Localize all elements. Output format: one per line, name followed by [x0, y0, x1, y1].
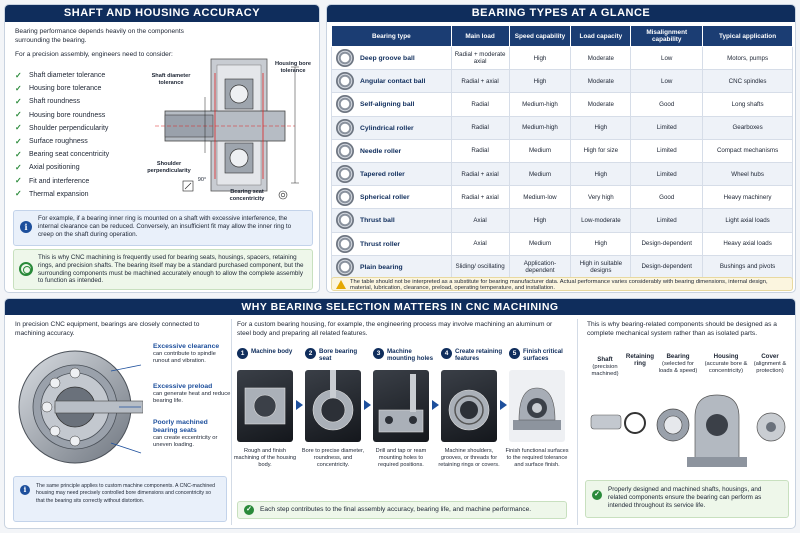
finished-housing-image: [509, 370, 565, 442]
column-divider: [231, 319, 232, 525]
list-item: ✓ Shaft diameter tolerance: [15, 70, 106, 80]
groove-icon: [441, 370, 497, 442]
step-title: Machine mounting holes: [387, 348, 434, 362]
bore-icon: [305, 370, 361, 442]
check-circle-icon: ✓: [592, 490, 602, 500]
process-intro: For a custom bearing housing, for example, the engineering process may involve machining an aluminum or steel body and preparing all related features.: [237, 321, 553, 337]
process-step: 4 Create retaining features Machine shoulders, grooves, or threads for retaining rings or covers.: [438, 348, 503, 468]
bearing-types-panel: [326, 4, 796, 293]
part-label-shaft: Shaft (precision machined): [591, 356, 619, 377]
column-header: Load capacity: [571, 26, 631, 47]
part-label-ring: Retaining ring: [625, 353, 655, 367]
disclaimer-note: The table should not be interpreted as a substitute for bearing manufacturer data. Actual performance varies considerably with bearing dimensions, internal design, material, lubrication, clearance, preload, operating temperature, and installation.: [331, 277, 793, 291]
arrow-right-icon: [432, 400, 439, 410]
table-row: Thrust ball Axial High Low-moderate Limited Light axial loads: [332, 209, 793, 232]
shaft-housing-panel: [4, 4, 320, 293]
shaft-housing-diagram: [145, 53, 317, 205]
table-row: Plain bearing Sliding/ oscillating Application-dependent High in suitable designs Design-dependent Bushings and pivots: [332, 255, 793, 278]
shaft-intro: Bearing performance depends heavily on the components surrounding the bearing.: [15, 28, 184, 44]
part-label-housing: Housing (accurate bore & concentricity): [704, 353, 748, 374]
bearing-types-title: BEARING TYPES AT A GLANCE: [327, 5, 795, 22]
column-header: Main load: [451, 26, 509, 47]
system-intro: This is why bearing-related components should be designed as a complete mechanical system rather than as isolated parts.: [587, 321, 777, 337]
column-header: Misalignment capability: [631, 26, 703, 47]
process-step: 5 Finish critical surfaces Finish functional surfaces to the required tolerance and surface finish.: [509, 348, 571, 366]
shaft-housing-title: SHAFT AND HOUSING ACCURACY: [5, 5, 319, 22]
system-summary: ✓ Properly designed and machined shafts, housings, and related components ensure the bearing can perform as intended throughout its service life.: [585, 480, 789, 518]
bearing-icon: [336, 49, 354, 67]
column-divider: [577, 319, 578, 525]
arrow-right-icon: [500, 400, 507, 410]
process-step: 2 Bore bearing seat Bore to precise diameter, roundness, and concentricity.: [305, 348, 367, 366]
check-icon: ✓: [15, 83, 22, 93]
warning-icon: [336, 280, 346, 289]
part-label-cover: Cover (alignment & protection): [753, 353, 787, 374]
callout-preload: Excessive preload can generate heat and reduce bearing life.: [153, 383, 231, 404]
check-icon: ✓: [15, 96, 22, 106]
angle-label: 90°: [197, 177, 207, 183]
table-row: Needle roller Radial Medium High for size Limited Compact mechanisms: [332, 139, 793, 162]
bearing-icon: [336, 188, 354, 206]
column-header: Bearing type: [332, 26, 452, 47]
table-row: Angular contact ball Radial + axial High Moderate Low CNC spindles: [332, 70, 793, 93]
list-item: ✓ Surface roughness: [15, 136, 88, 146]
part-label-bearing: Bearing (selected for loads & speed): [658, 353, 698, 374]
list-item: ✓ Housing bore tolerance: [15, 83, 102, 93]
custom-components-note: i The same principle applies to custom machine components. A CNC-machined housing may need precisely controlled bore dimensions and concentricity so that the bearing sits correctly without distortion.: [13, 476, 227, 522]
bearing-icon: [336, 211, 354, 229]
list-item: ✓ Shoulder perpendicularity: [15, 123, 109, 133]
table-row: Cylindrical roller Radial Medium-high High Limited Gearboxes: [332, 116, 793, 139]
list-item: ✓ Fit and interference: [15, 176, 90, 186]
bearing-icon: [336, 142, 354, 160]
cnc-panel: [4, 298, 796, 529]
process-summary: ✓ Each step contributes to the final assembly accuracy, bearing life, and machine performance.: [237, 501, 567, 519]
step-title: Machine body: [251, 348, 293, 355]
bearing-icon: [336, 95, 354, 113]
table-row: Thrust roller Axial Medium High Design-dependent Heavy axial loads: [332, 232, 793, 255]
check-icon: ✓: [15, 136, 22, 146]
step-title: Finish critical surfaces: [523, 348, 563, 362]
shoulder-label: Shoulder perpendicularity: [147, 161, 191, 174]
bearing-icon: [336, 235, 354, 253]
check-icon: ✓: [15, 149, 22, 159]
seat-concentricity-label: Bearing seat concentricity: [229, 189, 265, 202]
housing-bore-label: Housing bore tolerance: [274, 61, 312, 74]
cnc-title: WHY BEARING SELECTION MATTERS IN CNC MACHINING: [5, 299, 795, 315]
check-icon: ✓: [15, 123, 22, 133]
bearing-types-table: [331, 25, 793, 279]
bore-seat-image: [305, 370, 361, 442]
shaft-intro2: For a precision assembly, engineers need to consider:: [15, 51, 173, 58]
callout-clearance: Excessive clearance can contribute to spindle runout and vibration.: [153, 343, 220, 364]
table-row: Tapered roller Radial + axial Medium High Limited Wheel hubs: [332, 162, 793, 185]
check-icon: ✓: [15, 70, 22, 80]
check-icon: ✓: [15, 162, 22, 172]
column-header: Typical application: [703, 26, 793, 47]
shaft-diameter-label: Shaft diameter tolerance: [151, 73, 191, 86]
column-header: Speed capability: [509, 26, 571, 47]
drill-icon: [373, 370, 429, 442]
info-icon: i: [20, 485, 30, 495]
housing-block-icon: [237, 370, 293, 442]
check-icon: ✓: [15, 176, 22, 186]
check-circle-icon: ✓: [244, 505, 254, 515]
pillow-block-icon: [509, 370, 565, 442]
machine-body-image: [237, 370, 293, 442]
table-row: Self-aligning ball Radial Medium-high Moderate Good Long shafts: [332, 93, 793, 116]
process-step: 1 Machine body Rough and finish machining of the housing body.: [233, 348, 297, 468]
spindle-bearing-illustration: [15, 343, 143, 471]
cnc-intro: In precision CNC equipment, bearings are closely connected to machining accuracy.: [15, 321, 200, 337]
exploded-assembly-illustration: [585, 387, 791, 473]
callout-seats: Poorly machined bearing seats can create eccentricity or uneven loading.: [153, 419, 218, 448]
table-header-row: [332, 26, 793, 47]
arrow-right-icon: [364, 400, 371, 410]
info-note: i For example, if a bearing inner ring is mounted on a shaft with excessive interference, the internal clearance can be reduced. Conversely, an insufficient fit may allow the inner ring to creep on the shaft during operation.: [13, 210, 313, 246]
list-item: ✓ Bearing seat concentricity: [15, 149, 110, 159]
list-item: ✓ Housing bore roundness: [15, 110, 106, 120]
bearing-icon: [336, 72, 354, 90]
arrow-right-icon: [296, 400, 303, 410]
list-item: ✓ Shaft roundness: [15, 96, 80, 106]
info-icon: i: [20, 221, 32, 233]
mounting-holes-image: [373, 370, 429, 442]
step-title: Create retaining features: [455, 348, 503, 362]
check-icon: ✓: [15, 189, 22, 199]
bearing-icon: [336, 258, 354, 276]
gear-icon: [19, 262, 33, 276]
retaining-features-image: [441, 370, 497, 442]
step-title: Bore bearing seat: [319, 348, 358, 362]
table-row: Deep groove ball Radial + moderate axial High Moderate Low Motors, pumps: [332, 47, 793, 70]
bearing-icon: [336, 119, 354, 137]
bearing-icon: [336, 165, 354, 183]
cnc-note: This is why CNC machining is frequently used for bearing seats, housings, spacers, retaining rings, and precision shafts. The bearing itself may be a standard purchased component, but the surrounding components must be machined accurately enough to allow the complete assembly to function as intended.: [13, 249, 313, 290]
list-item: ✓ Axial positioning: [15, 162, 80, 172]
check-icon: ✓: [15, 110, 22, 120]
consideration-list: [15, 69, 109, 201]
process-step: 3 Machine mounting holes Drill and tap or ream mounting holes to required positions.: [373, 348, 435, 366]
table-row: Spherical roller Radial + axial Medium-low Very high Good Heavy machinery: [332, 186, 793, 209]
list-item: ✓ Thermal expansion: [15, 189, 89, 199]
